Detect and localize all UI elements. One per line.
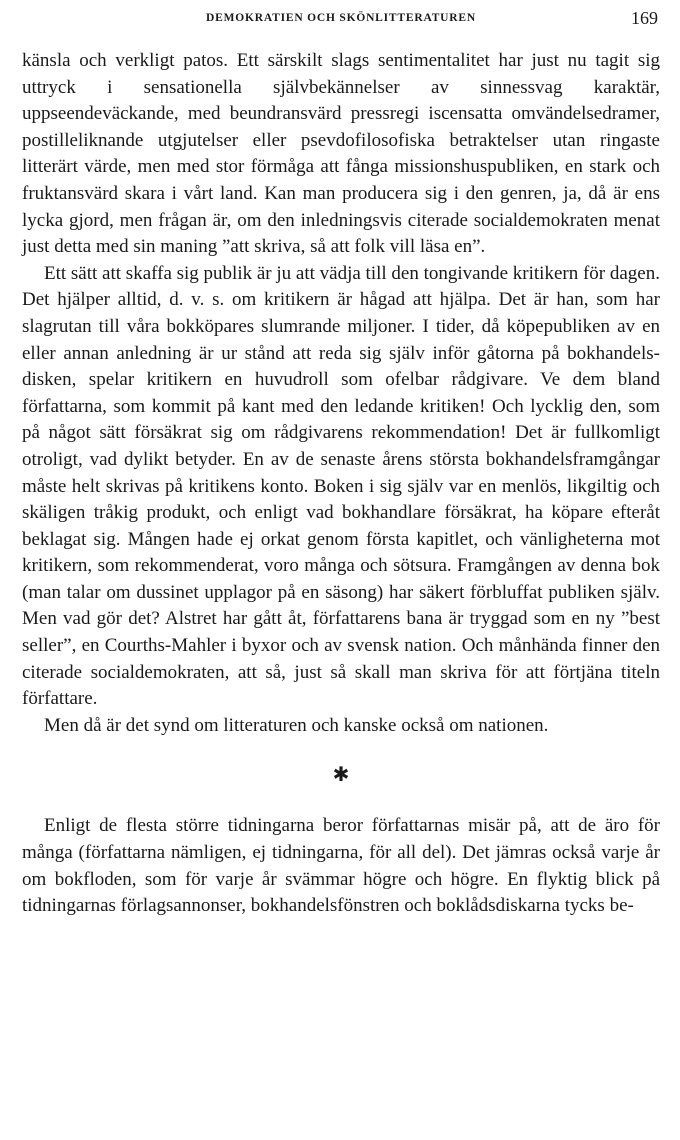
page-number: 169 [631,8,658,28]
running-title: DEMOKRATIEN OCH SKÖNLITTERATUREN [206,12,476,24]
section-separator-icon: ✱ [332,764,350,787]
paragraph-conclusion: Men då är det synd om litteraturen och kanske också om nationen. [44,714,549,736]
body-text [22,48,660,920]
book-page [22,8,660,1133]
paragraph-continuation: känsla och verkligt patos. Ett särskilt slags sentimentalitet har just nu tagit sig uttryck i sensationella självbekännelser av sinnessvag karaktär, uppseendeväckande, med beundransvärd pressregi iscensatta omvändelsedramer, postilleliknande utgjutelser eller psevdofilosofiska betraktelser utan ringaste litterärt värde, men med stor förmåga att fånga missionshuspubliken, en stark och fruktansvärd skara i vårt land. Kan man producera sig i den genren, ja, då är ens lycka gjord, men frågan är, om den inledningsvis citerade socialdemokraten menat just detta med sin maning ”att skriva, så att folk vill läsa en”. [22,50,660,258]
paragraph-new-section: Enligt de flesta större tidningarna beror författarnas misär på, att de äro för många (författarna nämligen, ej tidningarna, för all del). Det jämras också varje år om bokfloden, som för varje år svämmar högre och högre. En flyktig blick på tidningarnas förlagsannonser, bokhandelsfönstren och boklådsdiskarna tycks be- [22,815,660,917]
paragraph-critic: Ett sätt att skaffa sig publik är ju att vädja till den tongivande kritikern för dagen. Det hjälper alltid, d. v. s. om kritikern är hågad att hjälpa. Det är han, som har slagrutan till våra bokköpares slumrande miljoner. I tider, då köpepubliken av en eller annan anledning är ur stånd att reda sig själv inför gåtorna på bokhandelsdisken, spelar kritikern en huvudroll som ofelbar rådgivare. Ve dem bland författarna, som kommit på kant med den ledande kritiken! Och lycklig den, som på något sätt försäkrat sig om rådgivarens rekommendation! Det är fullkomligt otroligt, vad dylikt betyder. En av de senaste årens största bokhandelsframgångar måste helt skrivas på kritikens konto. Boken i sig själv var en menlös, likgiltig och skäligen tråkig produkt, och enligt vad bokhandlare försäkrat, ha köpare efteråt beklagat sig. Mången hade ej orkat genom första kapitlet, och vänligheterna mot kritikern, som rekommenderat, voro många och sötsura. Framgången av denna bok (man talar om dussinet upplagor på en säsong) har säkert förbluffat publiken själv. Men vad gör det? Alstret har gått åt, författarens bana är tryggad som en ny ”best seller”, en Courths-Mahler i byxor och av svensk nation. Och månhända finner den citerade socialdemokraten, att så, just så skall man skriva för att förtjäna titeln författare. [22,262,660,710]
running-head [22,8,660,32]
